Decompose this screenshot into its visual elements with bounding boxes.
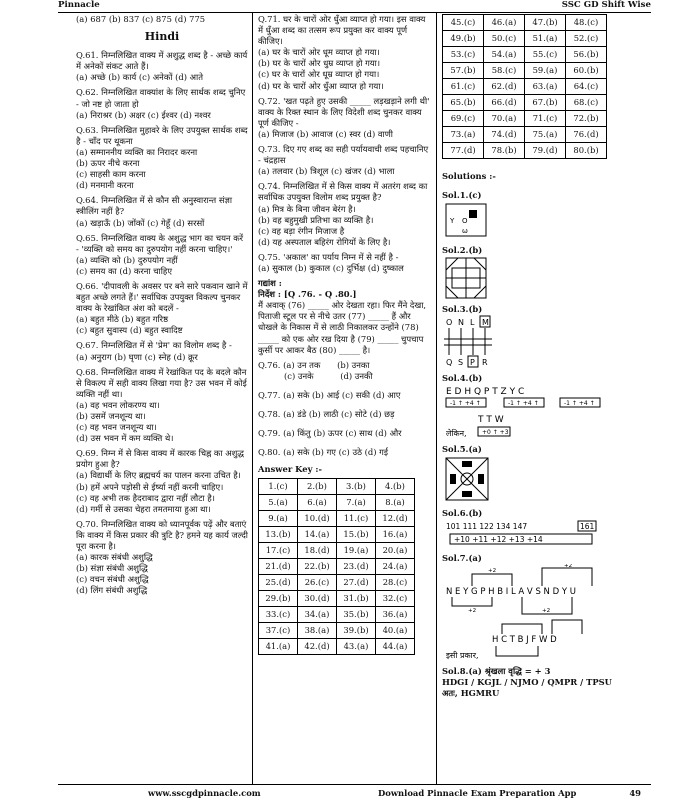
sol7-label: Sol.7.(a) bbox=[442, 552, 482, 563]
header-rule bbox=[58, 12, 651, 13]
answer-cell: 60.(b) bbox=[566, 63, 607, 79]
col1-question-0 bbox=[76, 50, 248, 83]
answer-cell: 37.(c) bbox=[259, 623, 298, 639]
answer-cell: 75.(a) bbox=[525, 127, 566, 143]
question-options: (d) लिंग संबंधी अशुद्धि bbox=[76, 585, 148, 596]
sol4-figure bbox=[442, 384, 622, 440]
svg-text:T T W: T T W bbox=[478, 415, 504, 426]
q78: Q.78. (a) डंडे (b) लाठी (c) सोटे (d) छड़ bbox=[258, 409, 395, 419]
answer-row bbox=[443, 31, 607, 47]
answer-cell: 31.(b) bbox=[337, 591, 376, 607]
question-stem: Q.71. घर के चारों ओर धुँआ व्याप्त हो गया। इस वाक्य में धुँआ शब्द का तत्सम रूप प्रयुक्त कर वाक्य पूर्ण कीजिए। bbox=[258, 14, 426, 47]
col1-question-6 bbox=[76, 340, 248, 362]
answer-cell: 54.(a) bbox=[484, 47, 525, 63]
question-options: (a) मिजाज (b) आवाज (c) स्वर (d) वाणी bbox=[258, 128, 393, 139]
question-options: (b) उसमें जनशून्य था। bbox=[76, 411, 146, 421]
question-options: (a) अनुराग (b) घृणा (c) स्नेह (d) क्रूर bbox=[76, 351, 198, 362]
question-options: (a) निराश्रर (b) अक्षर (c) ईश्वर (d) नश्वर bbox=[76, 109, 211, 120]
question-options: (a) विद्यार्थी के लिए ब्रह्मचर्य का पालन करना उचित है। bbox=[76, 470, 241, 481]
question-options: (a) व्यक्ति को (b) दुरुपयोग नहीं bbox=[76, 254, 178, 265]
question-options: (a) बहुत मीठे (b) बहुत गरिष्ठ bbox=[76, 314, 169, 325]
answer-cell: 36.(a) bbox=[376, 607, 415, 623]
answer-cell: 5.(a) bbox=[259, 495, 298, 511]
question-options: (a) खड़ाऊँ (b) जोंकों (c) गेहूँ (d) सरसों bbox=[76, 217, 205, 228]
answer-cell: 19.(a) bbox=[337, 543, 376, 559]
col1-question-3 bbox=[76, 195, 248, 228]
answer-cell: 64.(c) bbox=[566, 79, 607, 95]
answer-cell: 65.(b) bbox=[443, 95, 484, 111]
svg-text:M: M bbox=[482, 318, 489, 328]
answer-row bbox=[259, 639, 415, 655]
col2-question-2 bbox=[258, 144, 430, 177]
answer-cell: 49.(b) bbox=[443, 31, 484, 47]
answer-key-table-1 bbox=[258, 478, 415, 655]
question-options: (a) वह भवन लोकरण्य था। bbox=[76, 399, 160, 410]
sol8-answer: अतः, HGMRU bbox=[442, 687, 500, 698]
solutions-title: Solutions :- bbox=[442, 171, 496, 181]
answer-row bbox=[443, 63, 607, 79]
question-options: (c) समय का (d) करना चाहिए bbox=[76, 265, 172, 276]
answer-cell: 11.(c) bbox=[337, 511, 376, 527]
svg-text:R: R bbox=[482, 358, 488, 368]
question-options: (d) मनमानी करना bbox=[76, 180, 134, 191]
answer-cell: 53.(c) bbox=[443, 47, 484, 63]
answer-row bbox=[443, 95, 607, 111]
answer-cell: 40.(a) bbox=[376, 623, 415, 639]
sol2-label: Sol.2.(b) bbox=[442, 245, 483, 256]
svg-text:-1 ↑ +4 ↑: -1 ↑ +4 ↑ bbox=[508, 400, 539, 408]
footer-app-promo: Download Pinnacle Exam Preparation App bbox=[378, 788, 577, 798]
question-options: (c) साहसी काम करना bbox=[76, 169, 146, 180]
answer-row bbox=[259, 607, 415, 623]
col2-questions bbox=[258, 14, 430, 274]
answer-cell: 9.(a) bbox=[259, 511, 298, 527]
answer-cell: 80.(b) bbox=[566, 143, 607, 159]
col1-question-5 bbox=[76, 281, 248, 336]
question-stem: Q.66. 'दीपावली के अवसर पर बने सारे पकवान खाने में बहुत अच्छे लगते हैं।' सर्वाधिक उपयुक्त विकल्प चुनकर वाक्य के रेखांकित अंश को बदलें - bbox=[76, 280, 248, 314]
sol1-label: Sol.1.(c) bbox=[442, 190, 482, 201]
question-options: (a) कारक संबंधी अशुद्धि bbox=[76, 552, 153, 563]
answer-row bbox=[443, 111, 607, 127]
answer-row bbox=[259, 575, 415, 591]
answer-cell: 4.(b) bbox=[376, 479, 415, 495]
answer-cell: 16.(a) bbox=[376, 527, 415, 543]
passage-heading: गद्यांश : bbox=[258, 278, 282, 289]
svg-text:E D H Q P T Z Y: E D H Q P T Z Y C bbox=[446, 387, 525, 398]
answer-cell: 3.(b) bbox=[337, 479, 376, 495]
answer-cell: 32.(c) bbox=[376, 591, 415, 607]
answer-cell: 15.(b) bbox=[337, 527, 376, 543]
q77: Q.77. (a) सके (b) आई (c) सकी (d) आए bbox=[258, 389, 401, 400]
sol7-note: इसी प्रकार, bbox=[446, 650, 479, 660]
question-stem: Q.74. निम्नलिखित में से किस वाक्य में अतरंग शब्द का सर्वाधिक उपयुक्त विलोम शब्द प्रयुक्त है? bbox=[258, 181, 428, 203]
page-footer bbox=[58, 786, 651, 800]
question-options: (a) सम्माननीय व्यक्ति का निरादर करना bbox=[76, 146, 198, 157]
sol4-note: लेकिन, bbox=[446, 429, 467, 439]
svg-text:-1 ↑ +4 ↑: -1 ↑ +4 ↑ bbox=[564, 400, 595, 408]
question-stem: Q.63. निम्नलिखित मुहावरे के लिए उपयुक्त सार्थक शब्द है - चाँद पर थूकना bbox=[76, 124, 248, 146]
answer-cell: 7.(a) bbox=[337, 495, 376, 511]
answer-cell: 77.(d) bbox=[443, 143, 484, 159]
question-options: (b) ऊपर नीचे करना bbox=[76, 158, 140, 169]
question-stem: Q.62. निम्नलिखित वाक्यांश के लिए सार्थक शब्द चुनिए - जो नष्ट हो जाता हो bbox=[76, 87, 246, 109]
sol6-label: Sol.6.(b) bbox=[442, 507, 483, 518]
sol3-figure bbox=[442, 315, 512, 369]
question-options: (a) तलवार (b) त्रिशूल (c) खंजर (d) भाला bbox=[258, 166, 395, 177]
question-stem: Q.64. निम्नलिखित में से कौन सी अनुस्वारान्त संज्ञा स्त्रीलिंग नहीं है? bbox=[76, 195, 233, 217]
svg-text:+2: +2 bbox=[564, 563, 573, 569]
answer-cell: 52.(c) bbox=[566, 31, 607, 47]
answer-cell: 59.(a) bbox=[525, 63, 566, 79]
passage-direction: निर्देश : [Q .76. - Q .80.] bbox=[258, 289, 357, 300]
question-stem: Q.73. दिए गए शब्द का सही पर्यायवाची शब्द पहचानिए - चंद्रहास bbox=[258, 144, 429, 166]
answer-cell: 48.(c) bbox=[566, 15, 607, 31]
svg-text:O: O bbox=[446, 318, 453, 328]
answer-row bbox=[259, 559, 415, 575]
answer-cell: 39.(b) bbox=[337, 623, 376, 639]
svg-text:-1 ↑ +4 ↑: -1 ↑ +4 ↑ bbox=[450, 400, 481, 408]
sol6-figure bbox=[442, 519, 622, 549]
answer-row bbox=[259, 543, 415, 559]
answer-cell: 73.(a) bbox=[443, 127, 484, 143]
col2-question-3 bbox=[258, 181, 430, 248]
question-options: (c) बहुत सुवास्य (d) बहुत स्वादिष्ट bbox=[76, 325, 183, 336]
passage-text: मैं अवाक् (76) _____ ओर देखता रहा। फिर मैंने देखा, पिताजी स्टूल पर से नीचे उतर (77) _____ हैं और धोखले के निकास में से लाठी निकालकर उन्होंने (78) _____ को एक ओर रख दिया है (79) _____ चुपचाप कुर्सी पर आकर बैठ (80) _____ है। bbox=[258, 300, 427, 355]
svg-text:Y: Y bbox=[450, 217, 455, 226]
answer-cell: 41.(a) bbox=[259, 639, 298, 655]
answer-row bbox=[443, 15, 607, 31]
question-options: (a) घर के चारों ओर धूम व्याप्त हो गया। bbox=[258, 47, 380, 58]
answer-cell: 66.(d) bbox=[484, 95, 525, 111]
answer-cell: 13.(b) bbox=[259, 527, 298, 543]
answer-cell: 63.(a) bbox=[525, 79, 566, 95]
answer-cell: 62.(d) bbox=[484, 79, 525, 95]
answer-cell: 58.(c) bbox=[484, 63, 525, 79]
question-stem: Q.68. निम्नलिखित वाक्य में रेखांकित पद के बदले कौन से विकल्प में सही वाक्य लिखा गया है? उस भवन में कोई व्यक्ति नहीं था। bbox=[76, 366, 247, 399]
answer-row bbox=[443, 79, 607, 95]
answer-cell: 17.(c) bbox=[259, 543, 298, 559]
answer-row bbox=[259, 479, 415, 495]
question-stem: Q.75. 'अकाल' का पर्याय निम्न में से नहीं है - bbox=[258, 251, 399, 262]
svg-text:H C T B J F W D: H C T B J F W D bbox=[492, 634, 557, 645]
q76-b: (b) उनका bbox=[337, 359, 370, 370]
q76 bbox=[258, 360, 430, 382]
answer-cell: 33.(c) bbox=[259, 607, 298, 623]
answer-row bbox=[443, 47, 607, 63]
answer-row bbox=[259, 527, 415, 543]
col2-question-1 bbox=[258, 96, 430, 140]
answer-cell: 70.(a) bbox=[484, 111, 525, 127]
answer-cell: 18.(d) bbox=[298, 543, 337, 559]
question-options: (a) मित्र के बिना जीवन बेरंग है। bbox=[258, 203, 356, 214]
q76-d: (d) उनकी bbox=[340, 370, 373, 381]
answer-cell: 72.(b) bbox=[566, 111, 607, 127]
q76-a: Q.76. (a) उन तक bbox=[258, 359, 321, 370]
question-stem: Q.67. निम्नलिखित में से 'प्रेम' का विलोम शब्द है - bbox=[76, 340, 232, 351]
column-2 bbox=[258, 14, 430, 655]
col1-question-4 bbox=[76, 233, 248, 277]
sol7-figure bbox=[442, 564, 622, 618]
svg-text:+2: +2 bbox=[468, 607, 477, 614]
sol8-label: Sol.8.(a) श्रृंखला वृद्धि = + 3 bbox=[442, 665, 551, 676]
col1-question-2 bbox=[76, 125, 248, 192]
answer-cell: 14.(a) bbox=[298, 527, 337, 543]
question-options: (c) वचन संबंधी अशुद्धि bbox=[76, 574, 149, 585]
question-options: (c) वह भवन जनशून्य था। bbox=[76, 422, 157, 433]
answer-cell: 34.(a) bbox=[298, 607, 337, 623]
header-series: SSC GD Shift Wise bbox=[561, 0, 651, 10]
answer-cell: 47.(b) bbox=[525, 15, 566, 31]
question-options: (c) वह बड़ा रंगीन मिजाज है bbox=[258, 225, 345, 236]
col1-question-1 bbox=[76, 87, 248, 120]
svg-text:N: N bbox=[458, 318, 464, 328]
column-divider-2 bbox=[436, 12, 437, 784]
answer-cell: 10.(d) bbox=[298, 511, 337, 527]
answer-cell: 22.(b) bbox=[298, 559, 337, 575]
answer-cell: 29.(b) bbox=[259, 591, 298, 607]
answer-cell: 12.(d) bbox=[376, 511, 415, 527]
question-options: (b) संज्ञा संबंधी अशुद्धि bbox=[76, 563, 148, 574]
sol7-figure-2 bbox=[442, 618, 622, 662]
answer-cell: 8.(a) bbox=[376, 495, 415, 511]
question-options: (d) यह अस्पताल बहिरंग रोगियों के लिए है। bbox=[258, 236, 391, 247]
answer-cell: 67.(b) bbox=[525, 95, 566, 111]
answer-cell: 27.(d) bbox=[337, 575, 376, 591]
q79: Q.79. (a) किंतु (b) ऊपर (c) साथ (d) और bbox=[258, 428, 402, 439]
answer-cell: 1.(c) bbox=[259, 479, 298, 495]
footer-website[interactable]: www.sscgdpinnacle.com bbox=[148, 788, 261, 798]
question-stem: Q.70. निम्नलिखित वाक्य को ध्यानपूर्वक पढ़ें और बताएं कि वाक्य में किस प्रकार की त्रुटि है? हमने यह कार्य जल्दी पूरा करना है। bbox=[76, 518, 248, 552]
answer-cell: 2.(b) bbox=[298, 479, 337, 495]
svg-text:Q: Q bbox=[446, 358, 453, 368]
column-divider-1 bbox=[252, 12, 253, 784]
answer-row bbox=[259, 591, 415, 607]
answer-row bbox=[443, 127, 607, 143]
answer-row bbox=[259, 495, 415, 511]
question-options: (d) उस भवन में कम व्यक्ति थे। bbox=[76, 433, 174, 444]
svg-text:P: P bbox=[470, 358, 475, 368]
question-stem: Q.65. निम्नलिखित वाक्य के अशुद्ध भाग का चयन करें - 'व्यक्ति को समय का दुरुपयोग नहीं करना चाहिए।' bbox=[76, 232, 244, 254]
svg-text:+2: +2 bbox=[542, 607, 551, 614]
question-stem: Q.69. निम्न में से किस वाक्य में कारक चिह्न का अशुद्ध प्रयोग हुआ है? bbox=[76, 448, 244, 470]
svg-text:+2: +2 bbox=[488, 567, 497, 574]
svg-text:+10 +11 +12 +13 +1: +10 +11 +12 +13 +14 bbox=[454, 534, 543, 544]
svg-text:161: 161 bbox=[580, 521, 595, 531]
answer-cell: 61.(c) bbox=[443, 79, 484, 95]
answer-row bbox=[259, 511, 415, 527]
question-options: (d) घर के चारों ओर धुँआ व्याप्त हो गया। bbox=[258, 80, 384, 91]
page-header bbox=[58, 0, 651, 12]
svg-text:ω: ω bbox=[462, 227, 468, 236]
answer-cell: 44.(a) bbox=[376, 639, 415, 655]
question-options: (c) घर के चारों ओर धूम्र व्याप्त हो गया। bbox=[258, 69, 380, 80]
answer-cell: 20.(a) bbox=[376, 543, 415, 559]
sol3-label: Sol.3.(b) bbox=[442, 304, 483, 315]
svg-text:101 111 122 134 147: 101 111 122 134 147 bbox=[446, 521, 528, 531]
question-options: (a) अच्छे (b) कार्य (c) अनेकों (d) आते bbox=[76, 72, 203, 83]
q80: Q.80. (a) सके (b) गए (c) उठे (d) गई bbox=[258, 447, 388, 458]
q60-options: (a) 687 (b) 837 (c) 875 (d) 775 bbox=[76, 14, 206, 24]
header-brand: Pinnacle bbox=[58, 0, 100, 10]
answer-row bbox=[259, 623, 415, 639]
answer-key-title: Answer Key :- bbox=[258, 464, 322, 475]
answer-cell: 71.(c) bbox=[525, 111, 566, 127]
answer-cell: 76.(d) bbox=[566, 127, 607, 143]
answer-cell: 78.(b) bbox=[484, 143, 525, 159]
answer-cell: 57.(b) bbox=[443, 63, 484, 79]
answer-cell: 74.(d) bbox=[484, 127, 525, 143]
answer-cell: 42.(d) bbox=[298, 639, 337, 655]
answer-cell: 28.(c) bbox=[376, 575, 415, 591]
question-options: (d) गर्मी से उसका चेहरा तमतमाया हुआ था। bbox=[76, 503, 211, 514]
answer-key-table-2 bbox=[442, 14, 607, 159]
question-options: (b) वह बहुमुखी प्रतिभा का व्यक्ति है। bbox=[258, 214, 374, 225]
answer-cell: 26.(c) bbox=[298, 575, 337, 591]
section-heading: Hindi bbox=[144, 30, 180, 44]
answer-cell: 55.(c) bbox=[525, 47, 566, 63]
question-options: (a) सुकाल (b) कुकाल (c) दुर्भिक्ष (d) दुष्काल bbox=[258, 262, 404, 273]
page-number: 49 bbox=[629, 788, 641, 798]
answer-cell: 56.(b) bbox=[566, 47, 607, 63]
question-stem: Q.61. निम्नलिखित वाक्य में अशुद्ध शब्द है - अच्छे कार्य में अनेकों संकट आते हैं। bbox=[76, 50, 248, 72]
sol8-series: HDGI / KGJL / NJMO / QMPR / TPSU bbox=[442, 676, 612, 687]
col2-question-4 bbox=[258, 252, 430, 274]
footer-rule bbox=[58, 784, 651, 785]
question-options: (c) वह अभी तक हैदराबाद द्वारा नहीं लौटा है। bbox=[76, 492, 215, 503]
svg-text:N E Y G P H B I L A V S N D: N E Y G P H B I L A V S N D Y U bbox=[446, 586, 576, 597]
answer-cell: 43.(a) bbox=[337, 639, 376, 655]
answer-cell: 50.(c) bbox=[484, 31, 525, 47]
col1-question-7 bbox=[76, 367, 248, 445]
answer-cell: 24.(a) bbox=[376, 559, 415, 575]
sol1-figure bbox=[442, 201, 492, 241]
sol5-label: Sol.5.(a) bbox=[442, 444, 482, 455]
answer-row bbox=[443, 143, 607, 159]
sol4-label: Sol.4.(b) bbox=[442, 373, 483, 384]
col1-question-9 bbox=[76, 519, 248, 597]
svg-text:L: L bbox=[470, 318, 475, 328]
sol5-figure bbox=[442, 456, 492, 504]
question-stem: Q.72. 'खत पढ़ते हुए उसकी _____ लड़खड़ाने लगी थी' वाक्य के रिक्त स्थान के लिए विदेशी शब्द चुनकर वाक्य पूर्ण कीजिए - bbox=[258, 95, 430, 128]
question-options: (b) घर के चारों ओर धुम्र व्याप्त हो गया। bbox=[258, 58, 381, 69]
answer-cell: 25.(d) bbox=[259, 575, 298, 591]
column-1 bbox=[76, 14, 248, 601]
answer-cell: 79.(d) bbox=[525, 143, 566, 159]
answer-cell: 35.(b) bbox=[337, 607, 376, 623]
svg-text:+0 ↑ +3: +0 ↑ +3 bbox=[482, 429, 509, 437]
question-options: (b) हमें अपने पड़ोसी से ईर्ष्या नहीं करनी चाहिए। bbox=[76, 481, 224, 492]
answer-cell: 45.(c) bbox=[443, 15, 484, 31]
col1-question-8 bbox=[76, 448, 248, 515]
answer-cell: 38.(a) bbox=[298, 623, 337, 639]
answer-cell: 30.(d) bbox=[298, 591, 337, 607]
col1-questions bbox=[76, 50, 248, 596]
svg-text:S: S bbox=[458, 358, 464, 368]
answer-cell: 51.(a) bbox=[525, 31, 566, 47]
svg-text:O: O bbox=[462, 217, 468, 226]
answer-cell: 6.(a) bbox=[298, 495, 337, 511]
column-3 bbox=[442, 14, 622, 699]
col2-question-0 bbox=[258, 14, 430, 92]
answer-cell: 68.(c) bbox=[566, 95, 607, 111]
answer-cell: 46.(a) bbox=[484, 15, 525, 31]
answer-cell: 69.(c) bbox=[443, 111, 484, 127]
answer-cell: 23.(d) bbox=[337, 559, 376, 575]
q76-c: (c) उनके bbox=[284, 370, 314, 381]
answer-cell: 21.(d) bbox=[259, 559, 298, 575]
sol2-figure bbox=[442, 256, 494, 300]
